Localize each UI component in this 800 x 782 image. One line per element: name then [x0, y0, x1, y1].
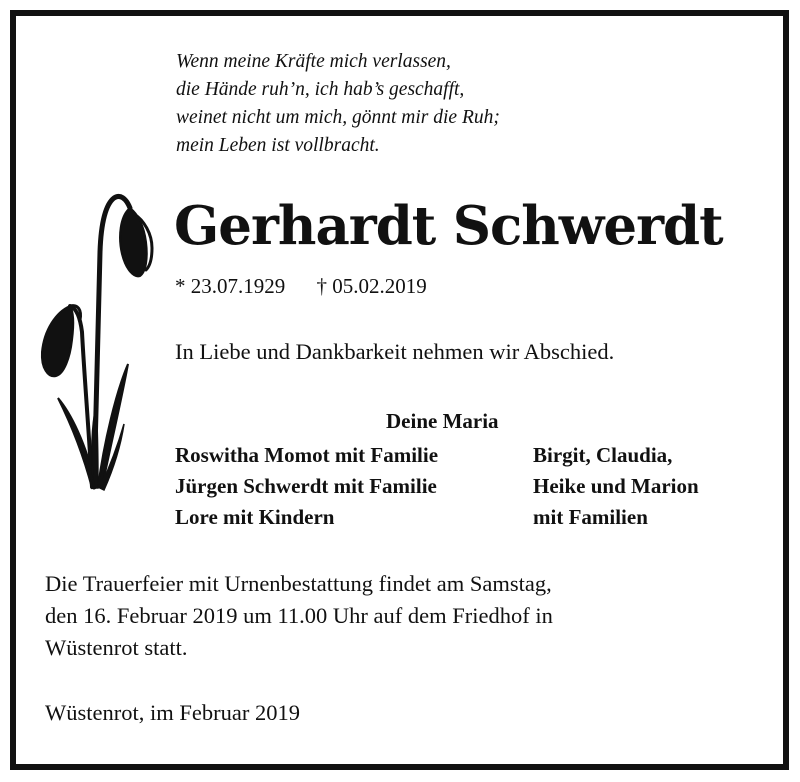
deceased-name: Gerhardt Schwerdt	[174, 195, 723, 257]
funeral-notice-line: den 16. Februar 2019 um 11.00 Uhr auf dem Friedhof in	[45, 603, 553, 628]
life-dates	[175, 274, 453, 299]
mourner-right-line: Heike und Marion	[533, 474, 699, 498]
birth-date: * 23.07.1929	[175, 274, 286, 298]
funeral-notice	[45, 568, 745, 664]
poem	[176, 48, 676, 160]
farewell-text: In Liebe und Dankbarkeit nehmen wir Abschied.	[175, 339, 615, 364]
death-date: † 05.02.2019	[316, 274, 427, 298]
poem-line: mein Leben ist vollbracht.	[176, 135, 380, 156]
poem-line: Wenn meine Kräfte mich verlassen,	[176, 51, 451, 72]
poem-line: die Hände ruh’n, ich hab’s geschafft,	[176, 79, 465, 100]
mourner-right-line: mit Familien	[533, 505, 648, 529]
mourner-heading: Deine Maria	[386, 409, 499, 433]
poem-line: weinet nicht um mich, gönnt mir die Ruh;	[176, 107, 500, 128]
snowdrop-flower-icon	[34, 192, 164, 492]
place-and-date: Wüstenrot, im Februar 2019	[45, 700, 300, 725]
mourner-left-line: Lore mit Kindern	[175, 505, 335, 529]
mourner-right-line: Birgit, Claudia,	[533, 443, 673, 467]
mourner-left-line: Jürgen Schwerdt mit Familie	[175, 474, 437, 498]
funeral-notice-line: Wüstenrot statt.	[45, 635, 188, 660]
funeral-notice-line: Die Trauerfeier mit Urnenbestattung findet am Samstag,	[45, 571, 552, 596]
mourner-left-line: Roswitha Momot mit Familie	[175, 443, 439, 467]
